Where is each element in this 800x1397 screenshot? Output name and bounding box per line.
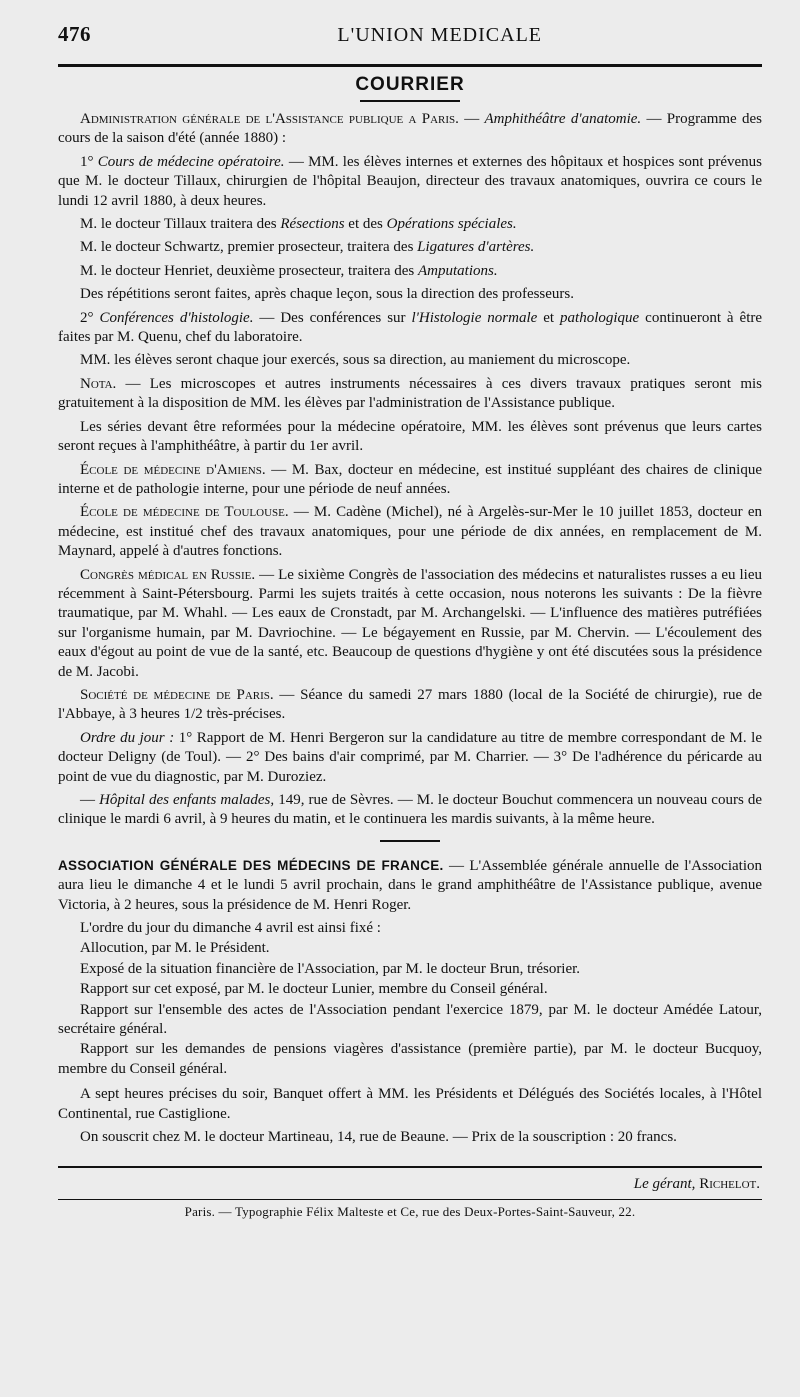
italic-text: Amputations.: [418, 262, 498, 279]
paragraph-text: — Le sixième Congrès de l'association des médecins et naturalistes russes a eu lieu récemment à Saint-Pétersbourg. Parmi les sujets traités à cette occasion, nous noterons les suivants : De la fièvre traumatique, par M. Whahl. — Les eaux de Cronstadt, par M. Archangelski. — L'influence des matières putréfiées sur l'organisme humain, par M. Davriochine. — Le bégayement en Russie, par M. Chervin. — L'écoulement des eaux d'égout au point de vue de la santé, etc. Beaucoup de questions d'hygiène y ont été discutées sous la présidence de M. Jacobi.: [58, 566, 762, 680]
paragraph-text: — Programme des cours de la saison d'été (année 1880) :: [58, 111, 762, 147]
agenda-item: Rapport sur les demandes de pensions viagères d'assistance (première partie), par M. le docteur Bucquoy, membre du Conseil général.: [58, 1041, 762, 1077]
agenda-item: Rapport sur cet exposé, par M. le docteur Lunier, membre du Conseil général.: [80, 981, 548, 998]
title-underline: [360, 100, 460, 102]
paragraph-text: et: [537, 309, 561, 326]
paragraph-heading: ASSOCIATION GÉNÉRALE DES MÉDECINS DE FRANCE.: [58, 857, 444, 873]
item-number: 1°: [80, 153, 98, 170]
paragraph-schwartz: [58, 238, 762, 257]
paragraph-text: continueront à être faites par M. Quenu, chef du laboratoire.: [58, 309, 763, 346]
italic-text: Résections: [280, 216, 345, 233]
paragraph-series: Les séries devant être reformées pour la médecine opératoire, MM. les élèves sont prévenus que leurs cartes seront reçues à l'amphithéâtre, à partir du 1er avril.: [58, 418, 762, 455]
paragraph-amiens: [58, 461, 762, 500]
separator: —: [80, 792, 100, 808]
paragraph-text: — L'Assemblée générale annuelle de l'Association aura lieu le dimanche 4 et le lundi 5 avril prochain, dans le grand amphithéâtre de l'Assistance publique, avenue Victoria, à 2 heures, sous la présidence de M. Henri Roger.: [58, 857, 762, 913]
paragraph-cours-medecine: [58, 153, 762, 211]
paragraph-microscope: MM. les élèves seront chaque jour exercés, sous sa direction, au maniement du microscope.: [80, 352, 631, 369]
signature-rule: [58, 1166, 762, 1168]
paragraph-heading: Congrès médical en Russie.: [80, 566, 256, 583]
paragraph-text: M. le docteur Henriet, deuxième prosecteur, traitera des: [80, 262, 419, 279]
italic-text: Cours de médecine opératoire.: [97, 153, 285, 170]
paragraph-heading: École de médecine d'Amiens.: [80, 461, 266, 478]
paragraph-text: et des: [344, 216, 387, 233]
paragraph-nota: [58, 375, 762, 414]
paragraph-text: — MM. les élèves internes et externes des hôpitaux et hospices sont prévenus que M. le docteur Tillaux, chirurgien de l'hôpital Beaujon, directeur des travaux anatomiques, ouvrira ce cours le lundi 12 avril 1880, à deux heures.: [58, 153, 762, 209]
paragraph-text: M. le docteur Tillaux traitera des: [80, 216, 281, 233]
italic-text: Hôpital des enfants malades,: [99, 792, 275, 808]
paragraph-hopital-enfants: [58, 791, 762, 830]
paragraph-russie: [58, 566, 762, 682]
italic-text: pathologique: [560, 309, 640, 326]
paragraph-heading: Administration générale de l'Assistance publique a Paris.: [80, 111, 459, 127]
paragraph-societe-paris: [58, 686, 762, 725]
separator: —: [458, 111, 485, 127]
imprint-rule: [58, 1199, 762, 1200]
paragraph-banquet: A sept heures précises du soir, Banquet offert à MM. les Présidents et Délégués des Sociétés locales, à l'Hôtel Continental, rue Castiglione.: [58, 1086, 762, 1122]
paragraph-text: — M. Bax, docteur en médecine, est institué suppléant des chaires de clinique interne et de pathologie interne, pour une période de neuf années.: [58, 461, 762, 497]
agenda-list: [58, 919, 762, 1079]
signature-label: Le gérant,: [633, 1175, 696, 1192]
italic-text: Opérations spéciales.: [386, 216, 517, 233]
paragraph-tillaux: [58, 215, 762, 234]
paragraph-heading: Nota.: [80, 375, 117, 392]
paragraph-repetitions: Des répétitions seront faites, après chaque leçon, sous la direction des professeurs.: [80, 286, 575, 303]
agenda-intro: L'ordre du jour du dimanche 4 avril est ainsi fixé :: [80, 920, 381, 937]
article-body: [58, 110, 762, 1148]
paragraph-heading: École de médecine de Toulouse.: [80, 504, 289, 521]
italic-text: Conférences d'histologie.: [99, 309, 254, 326]
paragraph-text: 149, rue de Sèvres. — M. le docteur Bouchut commencera un nouveau cours de clinique le mardi 6 avril, à 9 heures du matin, et le continuera les mardis suivants, à la même heure.: [58, 792, 763, 828]
printer-imprint: Paris. — Typographie Félix Malteste et Ce, rue des Deux-Portes-Saint-Sauveur, 22.: [184, 1203, 636, 1219]
paragraph-association: [58, 856, 762, 915]
signature: [58, 1176, 760, 1193]
section-divider: [380, 840, 440, 842]
agenda-item: Allocution, par M. le Président.: [80, 940, 270, 957]
paragraph-souscription: On souscrit chez M. le docteur Martineau, 14, rue de Beaune. — Prix de la souscription : 20 francs.: [80, 1129, 677, 1146]
agenda-item: Rapport sur l'ensemble des actes de l'Association pendant l'exercice 1879, par M. le docteur Amédée Latour, secrétaire général.: [58, 1001, 762, 1038]
header-rule: [58, 64, 762, 67]
paragraph-assistance-publique: [58, 110, 762, 149]
paragraph-text: 1° Rapport de M. Henri Bergeron sur la candidature au titre de membre correspondant de M. le docteur Deligny (de Toul). — 2° Des bains d'air comprimé, par M. Charrier. — 3° De l'adhérence du péricarde au point de vue du diagnostic, par M. Duroziez.: [58, 729, 762, 785]
item-number: 2°: [80, 309, 100, 326]
section-title: COURRIER: [355, 74, 465, 95]
paragraph-text: — Des conférences sur: [253, 309, 412, 326]
paragraph-ordre-du-jour: [58, 729, 762, 787]
paragraph-text: — Séance du samedi 27 mars 1880 (local de la Société de chirurgie), rue de l'Abbaye, à 3 heures 1/2 très-précises.: [58, 686, 763, 723]
signature-name: Richelot.: [699, 1175, 760, 1192]
paragraph-toulouse: [58, 503, 762, 561]
italic-text: Ligatures d'artères.: [417, 239, 535, 256]
paragraph-henriet: [58, 262, 762, 281]
running-head: [58, 22, 762, 54]
italic-text: Ordre du jour :: [80, 729, 175, 746]
paragraph-text: — M. Cadène (Michel), né à Argelès-sur-Mer le 10 juillet 1853, docteur en médecine, est institué chef des travaux anatomiques, pour une période de dix années, en remplacement de M. Maynard, appelé à d'autres fonctions.: [58, 504, 762, 560]
agenda-item: Exposé de la situation financière de l'Association, par M. le docteur Brun, trésorier.: [80, 960, 581, 977]
paragraph-text: M. le docteur Schwartz, premier prosecteur, traitera des: [80, 239, 418, 256]
paragraph-histologie: [58, 309, 762, 348]
italic-text: l'Histologie normale: [411, 309, 538, 326]
journal-title: L'UNION MEDICALE: [337, 24, 542, 46]
page-number: 476: [58, 22, 91, 46]
paragraph-text: — Les microscopes et autres instruments nécessaires à ces divers travaux pratiques seront mis gratuitement à la disposition de MM. les élèves par l'administration de l'Assistance publique.: [58, 375, 762, 412]
paragraph-heading: Société de médecine de Paris.: [80, 686, 274, 703]
italic-text: Amphithéâtre d'anatomie.: [484, 111, 642, 127]
